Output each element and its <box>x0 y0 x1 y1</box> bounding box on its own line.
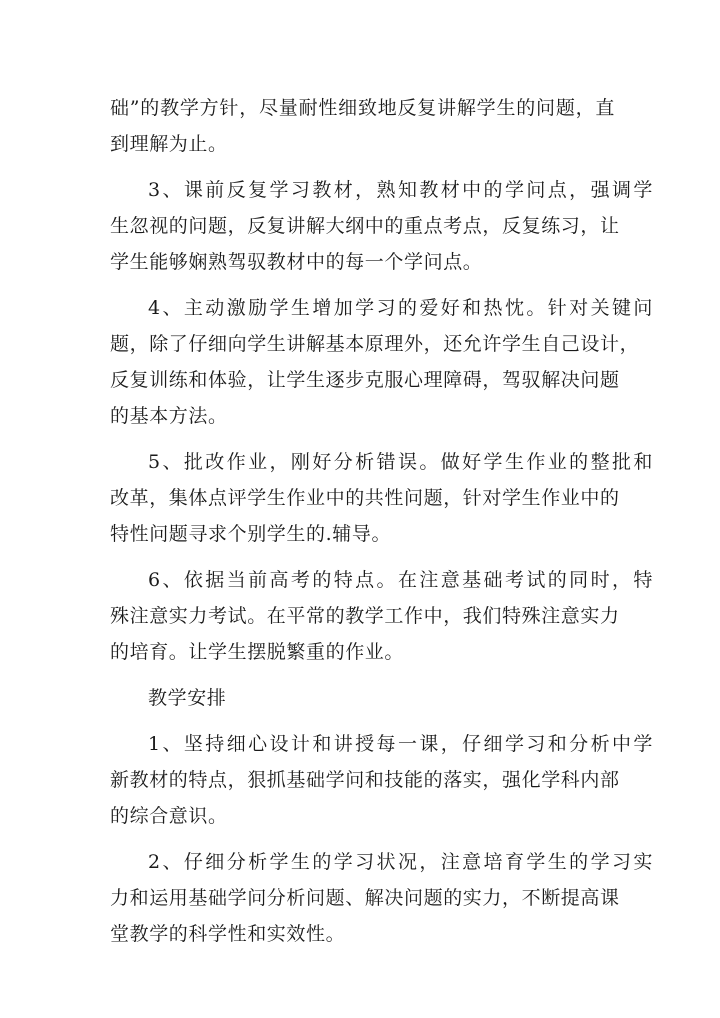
text-line: 学生能够娴熟驾驭教材中的每一个学问点。 <box>110 251 483 273</box>
text-line: 反复训练和体验，让学生逐步克服心理障碍，驾驭解决问题 <box>110 369 620 391</box>
paragraph-item-4 <box>110 290 653 434</box>
text-line: 殊注意实力考试。在平常的教学工作中，我们特殊注意实力 <box>110 605 620 627</box>
paragraph-plan-1 <box>110 726 653 834</box>
paragraph-plan-2 <box>110 844 653 952</box>
text-line: 力和运用基础学问分析问题、解决问题的实力，不断提高课 <box>110 887 620 909</box>
text-line: 5、批改作业，刚好分析错误。做好学生作业的整批和 <box>148 451 653 473</box>
section-heading <box>110 680 615 716</box>
paragraph-item-3 <box>110 172 653 280</box>
text-line: 3、课前反复学习教材，熟知教材中的学问点，强调学 <box>148 179 653 201</box>
text-line: 础”的教学方针，尽量耐性细致地反复讲解学生的问题，直 <box>110 97 615 119</box>
text-line: 2、仔细分析学生的学习状况，注意培育学生的学习实 <box>148 851 653 873</box>
heading-text: 教学安排 <box>148 687 227 709</box>
paragraph-item-5 <box>110 444 653 552</box>
text-line: 改革，集体点评学生作业中的共性问题，针对学生作业中的 <box>110 487 620 509</box>
text-line: 的培育。让学生摆脱繁重的作业。 <box>110 641 405 663</box>
paragraph-continuation <box>110 90 615 162</box>
text-line: 到理解为止。 <box>110 133 228 155</box>
text-line: 的综合意识。 <box>110 805 228 827</box>
paragraph-item-6 <box>110 562 653 670</box>
text-line: 1、坚持细心设计和讲授每一课，仔细学习和分析中学 <box>148 733 653 755</box>
text-line: 的基本方法。 <box>110 405 228 427</box>
text-line: 生忽视的问题，反复讲解大纲中的重点考点，反复练习，让 <box>110 215 620 237</box>
text-line: 题，除了仔细向学生讲解基本原理外，还允许学生自己设计， <box>110 333 640 355</box>
text-line: 堂教学的科学性和实效性。 <box>110 923 346 945</box>
text-line: 新教材的特点，狠抓基础学问和技能的落实，强化学科内部 <box>110 769 620 791</box>
text-line: 6、依据当前高考的特点。在注意基础考试的同时，特 <box>148 569 653 591</box>
text-line: 4、主动激励学生增加学习的爱好和热忱。针对关键问 <box>148 297 653 319</box>
document-body <box>110 90 653 952</box>
text-line: 特性问题寻求个别学生的.辅导。 <box>110 523 392 545</box>
